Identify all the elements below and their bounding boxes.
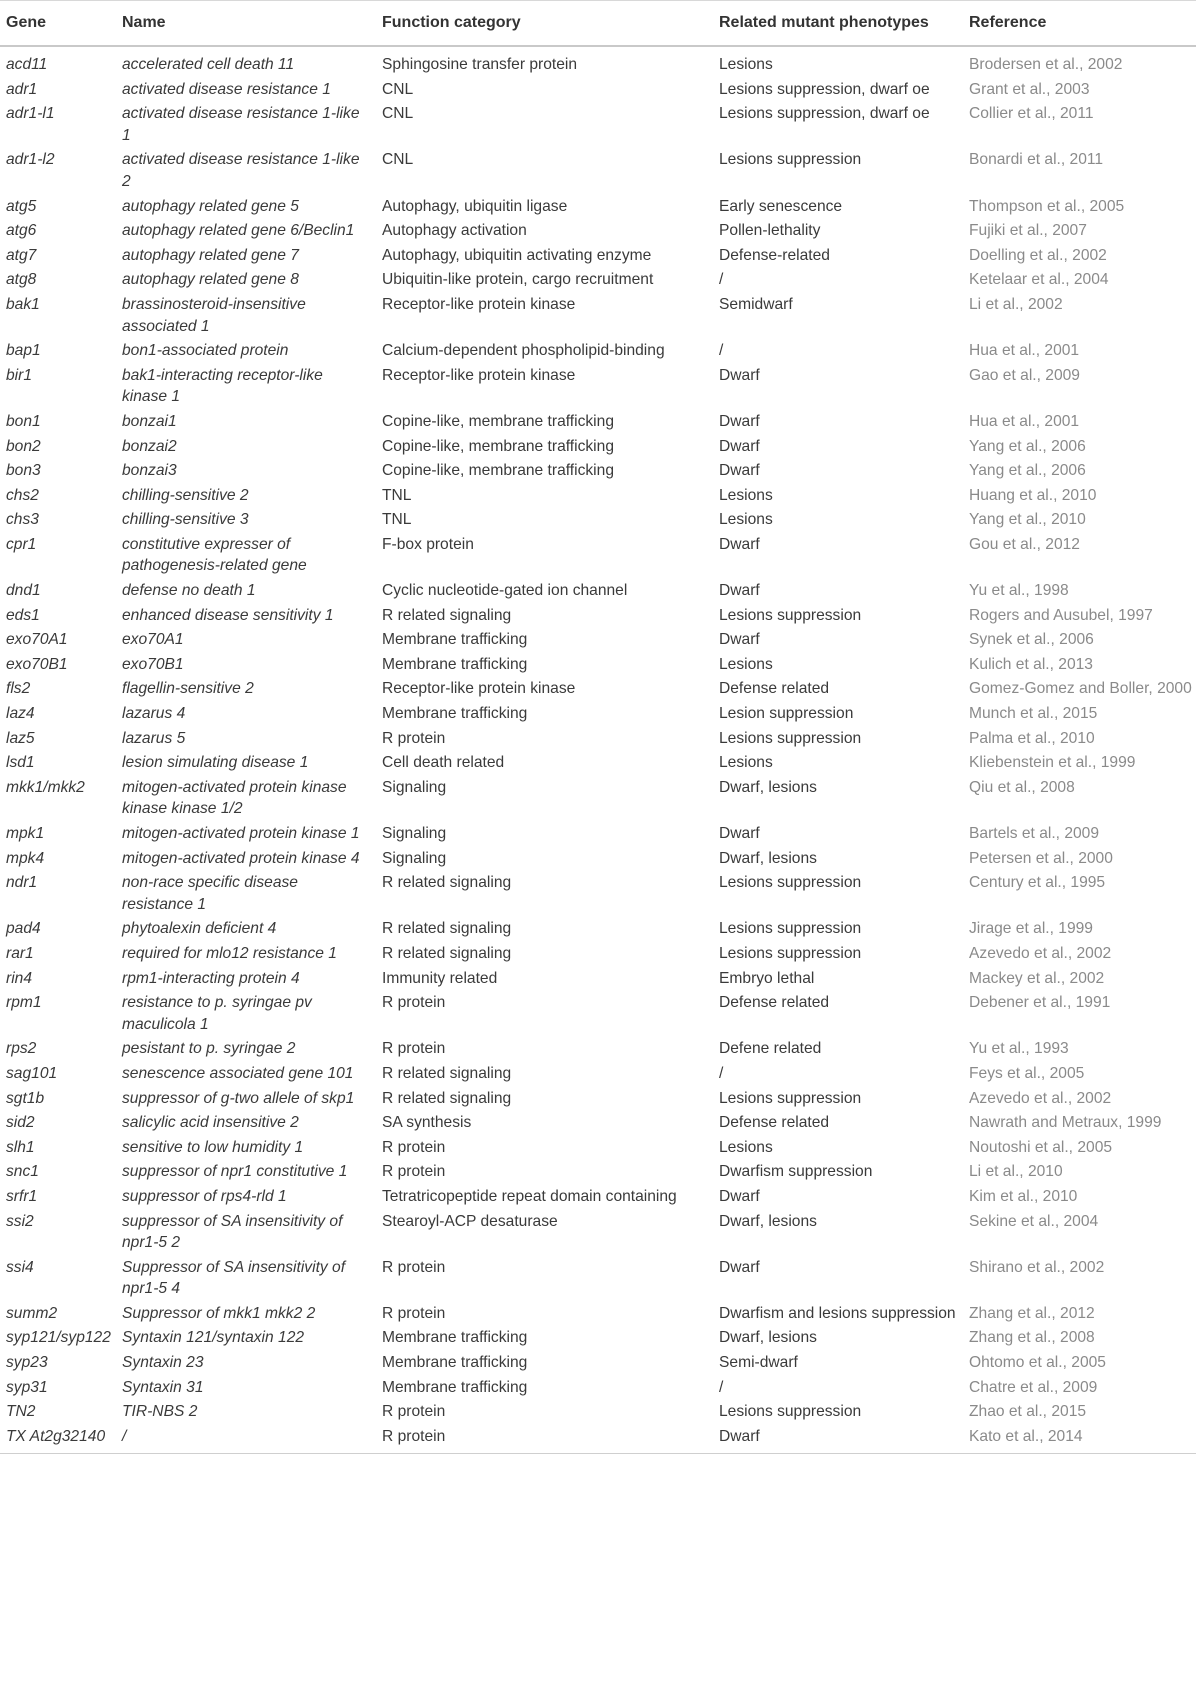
table-row <box>0 532 1196 578</box>
function-category-cell: Membrane trafficking <box>382 1329 528 1347</box>
gene-cell: syp31 <box>6 1378 48 1396</box>
name-cell: senescence associated gene 101 <box>122 1064 354 1082</box>
function-category-cell: Ubiquitin-like protein, cargo recruitment <box>382 271 654 289</box>
reference-cell: Yang et al., 2010 <box>969 511 1086 529</box>
name-cell: autophagy related gene 5 <box>122 197 299 215</box>
function-category-cell: Cell death related <box>382 754 505 772</box>
gene-cell: atg8 <box>6 271 37 289</box>
gene-cell: bap1 <box>6 342 41 360</box>
function-category-cell: R related signaling <box>382 920 512 938</box>
table-row <box>0 218 1196 243</box>
phenotype-cell: Dwarf <box>719 462 760 480</box>
name-cell: activated disease resistance 1-like 2 <box>122 151 360 190</box>
gene-cell: rar1 <box>6 944 34 962</box>
name-cell: activated disease resistance 1 <box>122 80 331 98</box>
function-category-cell: Membrane trafficking <box>382 1354 528 1372</box>
table-row <box>0 409 1196 434</box>
name-cell: pesistant to p. syringae 2 <box>122 1040 296 1058</box>
reference-cell: Rogers and Ausubel, 1997 <box>969 606 1153 624</box>
table-row <box>0 775 1196 821</box>
reference-cell: Nawrath and Metraux, 1999 <box>969 1114 1162 1132</box>
function-category-cell: Calcium-dependent phospholipid-binding <box>382 342 665 360</box>
phenotype-cell: Defense related <box>719 1114 830 1132</box>
name-cell: resistance to p. syringae pv maculicola 1 <box>122 994 312 1033</box>
function-category-cell: F-box protein <box>382 535 474 553</box>
phenotype-cell: Dwarf <box>719 437 760 455</box>
gene-cell: summ2 <box>6 1304 58 1322</box>
reference-cell: Hua et al., 2001 <box>969 342 1080 360</box>
function-category-cell: Autophagy, ubiquitin activating enzyme <box>382 246 652 264</box>
function-category-cell: R protein <box>382 1304 446 1322</box>
phenotype-cell: Dwarf <box>719 366 760 384</box>
gene-cell: lsd1 <box>6 754 35 772</box>
function-category-cell: Cyclic nucleotide-gated ion channel <box>382 582 628 600</box>
name-cell: mitogen-activated protein kinase 4 <box>122 849 360 867</box>
gene-cell: atg5 <box>6 197 37 215</box>
reference-cell: Yu et al., 1998 <box>969 582 1069 600</box>
function-category-cell: Autophagy, ubiquitin ligase <box>382 197 568 215</box>
name-cell: salicylic acid insensitive 2 <box>122 1114 299 1132</box>
name-cell: bonzai3 <box>122 462 177 480</box>
reference-cell: Palma et al., 2010 <box>969 729 1095 747</box>
reference-cell: Brodersen et al., 2002 <box>969 56 1123 73</box>
gene-cell: mpk4 <box>6 849 45 867</box>
name-cell: suppressor of npr1 constitutive 1 <box>122 1163 348 1181</box>
name-cell: sensitive to low humidity 1 <box>122 1138 304 1156</box>
gene-cell: rin4 <box>6 969 33 987</box>
reference-cell: Kim et al., 2010 <box>969 1187 1078 1205</box>
table-row <box>0 701 1196 726</box>
phenotype-cell: Dwarf, lesions <box>719 778 817 796</box>
reference-cell: Yang et al., 2006 <box>969 462 1086 480</box>
table-row <box>0 1255 1196 1301</box>
phenotype-cell: Dwarf <box>719 412 760 430</box>
function-category-cell: Membrane trafficking <box>382 655 528 673</box>
reference-cell: Gou et al., 2012 <box>969 535 1080 553</box>
phenotype-cell: Semi-dwarf <box>719 1354 798 1372</box>
name-cell: lesion simulating disease 1 <box>122 754 309 772</box>
table-row <box>0 1424 1196 1454</box>
name-cell: exo70B1 <box>122 655 184 673</box>
reference-cell: Bonardi et al., 2011 <box>969 151 1104 169</box>
name-cell: bak1-interacting receptor-like kinase 1 <box>122 366 323 406</box>
column-header-name: Name <box>116 1 376 47</box>
function-category-cell: Autophagy activation <box>382 222 527 240</box>
function-category-cell: Receptor-like protein kinase <box>382 366 576 384</box>
name-cell: suppressor of rps4-rld 1 <box>122 1187 287 1205</box>
function-category-cell: R related signaling <box>382 1064 512 1082</box>
gene-cell: chs3 <box>6 511 39 529</box>
gene-cell: exo70B1 <box>6 655 68 673</box>
name-cell: constitutive expresser of pathogenesis-related gene <box>122 535 307 575</box>
reference-cell: Bartels et al., 2009 <box>969 825 1100 842</box>
reference-cell: Debener et al., 1991 <box>969 994 1111 1012</box>
name-cell: non-race specific disease resistance 1 <box>122 874 298 913</box>
phenotype-cell: Dwarf, lesions <box>719 849 817 867</box>
name-cell: bonzai1 <box>122 412 177 430</box>
function-category-cell: SA synthesis <box>382 1114 472 1132</box>
phenotype-cell: Lesions suppression <box>719 920 862 938</box>
table-body <box>0 46 1196 1454</box>
table-row <box>0 1061 1196 1086</box>
table-row <box>0 292 1196 338</box>
gene-cell: mpk1 <box>6 825 45 842</box>
gene-cell: bon3 <box>6 462 41 480</box>
table-row <box>0 990 1196 1036</box>
phenotype-cell: Dwarf, lesions <box>719 1329 817 1347</box>
gene-cell: rpm1 <box>6 994 42 1012</box>
function-category-cell: R protein <box>382 1138 446 1156</box>
table-row <box>0 1159 1196 1184</box>
phenotype-cell: Lesions <box>719 1138 773 1156</box>
gene-cell: dnd1 <box>6 582 41 600</box>
table-row <box>0 267 1196 292</box>
reference-cell: Huang et al., 2010 <box>969 486 1097 504</box>
table-row <box>0 676 1196 701</box>
phenotype-cell: Defense-related <box>719 246 830 264</box>
column-header-reference: Reference <box>963 1 1196 47</box>
gene-cell: slh1 <box>6 1138 35 1156</box>
name-cell: Suppressor of mkk1 mkk2 2 <box>122 1304 316 1322</box>
name-cell: flagellin-sensitive 2 <box>122 680 254 698</box>
table-row <box>0 77 1196 102</box>
function-category-cell: TNL <box>382 486 412 504</box>
reference-cell: Petersen et al., 2000 <box>969 849 1113 867</box>
gene-cell: bon1 <box>6 412 41 430</box>
phenotype-cell: Lesion suppression <box>719 705 854 723</box>
header-row <box>0 1 1196 47</box>
function-category-cell: Receptor-like protein kinase <box>382 295 576 313</box>
name-cell: defense no death 1 <box>122 582 256 600</box>
name-cell: required for mlo12 resistance 1 <box>122 944 337 962</box>
column-header-gene: Gene <box>0 1 116 47</box>
gene-cell: adr1 <box>6 80 38 98</box>
function-category-cell: Copine-like, membrane trafficking <box>382 412 614 430</box>
reference-cell: Noutoshi et al., 2005 <box>969 1138 1113 1156</box>
reference-cell: Azevedo et al., 2002 <box>969 944 1112 962</box>
reference-cell: Feys et al., 2005 <box>969 1064 1085 1082</box>
table-row <box>0 870 1196 916</box>
name-cell: chilling-sensitive 3 <box>122 511 249 529</box>
name-cell: lazarus 5 <box>122 729 186 747</box>
phenotype-cell: Lesions suppression <box>719 729 862 747</box>
table-row <box>0 726 1196 751</box>
function-category-cell: Tetratricopeptide repeat domain containing <box>382 1187 677 1205</box>
reference-cell: Grant et al., 2003 <box>969 80 1090 98</box>
table-row <box>0 1135 1196 1160</box>
gene-cell: snc1 <box>6 1163 39 1181</box>
phenotype-cell: Lesions suppression <box>719 1089 862 1107</box>
phenotype-cell: Dwarf <box>713 1424 963 1454</box>
table-row <box>0 483 1196 508</box>
table-header <box>0 1 1196 47</box>
gene-cell: ndr1 <box>6 874 38 892</box>
phenotype-cell: Lesions <box>719 754 773 772</box>
name-cell: autophagy related gene 6/Beclin1 <box>122 222 355 240</box>
table-row <box>0 750 1196 775</box>
function-category-cell: R protein <box>382 1040 446 1058</box>
table-row <box>0 821 1196 846</box>
reference-cell: Century et al., 1995 <box>969 874 1106 892</box>
phenotype-cell: Lesions suppression <box>719 1403 862 1421</box>
table-row <box>0 338 1196 363</box>
phenotype-cell: Dwarf <box>719 582 760 600</box>
phenotype-cell: Defense related <box>719 994 830 1012</box>
phenotype-cell: Lesions suppression <box>719 874 862 892</box>
reference-cell: Gao et al., 2009 <box>969 366 1080 384</box>
table-row <box>0 846 1196 871</box>
gene-cell: syp23 <box>6 1354 48 1372</box>
table-row <box>0 966 1196 991</box>
function-category-cell: R protein <box>376 1424 713 1454</box>
function-category-cell: CNL <box>382 151 414 169</box>
function-category-cell: R related signaling <box>382 606 512 624</box>
function-category-cell: R protein <box>382 1403 446 1421</box>
table-row <box>0 652 1196 677</box>
phenotype-cell: Defene related <box>719 1040 822 1058</box>
gene-cell: syp121/syp122 <box>6 1329 111 1347</box>
table-row <box>0 101 1196 147</box>
function-category-cell: R related signaling <box>382 944 512 962</box>
gene-cell: rps2 <box>6 1040 37 1058</box>
table-row <box>0 1184 1196 1209</box>
name-cell: activated disease resistance 1-like 1 <box>122 105 360 144</box>
phenotype-cell: Dwarf, lesions <box>719 1212 817 1230</box>
function-category-cell: R protein <box>382 994 446 1012</box>
gene-cell: bon2 <box>6 437 41 455</box>
gene-cell: pad4 <box>6 920 41 938</box>
reference-cell: Thompson et al., 2005 <box>969 197 1125 215</box>
name-cell: Syntaxin 31 <box>122 1378 204 1396</box>
gene-cell: laz4 <box>6 705 35 723</box>
name-cell: lazarus 4 <box>122 705 186 723</box>
name-cell: bon1-associated protein <box>122 342 289 360</box>
phenotype-cell: Lesions <box>719 511 773 529</box>
gene-cell: TX At2g32140 <box>0 1424 116 1454</box>
phenotype-cell: Lesions <box>719 486 773 504</box>
reference-cell: Mackey et al., 2002 <box>969 969 1105 987</box>
gene-cell: ssi2 <box>6 1212 34 1230</box>
gene-cell: exo70A1 <box>6 631 68 649</box>
function-category-cell: CNL <box>382 105 414 123</box>
name-cell: autophagy related gene 7 <box>122 246 299 264</box>
function-category-cell: Membrane trafficking <box>382 1378 528 1396</box>
reference-cell: Hua et al., 2001 <box>969 412 1080 430</box>
reference-cell: Ohtomo et al., 2005 <box>969 1354 1106 1372</box>
table-row <box>0 194 1196 219</box>
gene-cell: bak1 <box>6 295 40 313</box>
reference-cell: Chatre et al., 2009 <box>969 1378 1098 1396</box>
function-category-cell: R protein <box>382 1163 446 1181</box>
reference-cell: Sekine et al., 2004 <box>969 1212 1099 1230</box>
function-category-cell: Copine-like, membrane trafficking <box>382 437 614 455</box>
phenotype-cell: Dwarfism and lesions suppression <box>719 1304 956 1322</box>
table-row <box>0 363 1196 409</box>
reference-cell: Yang et al., 2006 <box>969 437 1086 455</box>
reference-cell: Kulich et al., 2013 <box>969 655 1093 673</box>
table-row <box>0 1036 1196 1061</box>
function-category-cell: R protein <box>382 1258 446 1276</box>
table-row <box>0 1301 1196 1326</box>
name-cell: autophagy related gene 8 <box>122 271 299 289</box>
reference-cell: Kliebenstein et al., 1999 <box>969 754 1136 772</box>
gene-cell: adr1-l1 <box>6 105 55 123</box>
reference-cell: Shirano et al., 2002 <box>969 1258 1105 1276</box>
name-cell: exo70A1 <box>122 631 184 649</box>
reference-cell: Synek et al., 2006 <box>969 631 1094 649</box>
reference-cell: Li et al., 2002 <box>969 295 1063 313</box>
table-row <box>0 147 1196 193</box>
phenotype-cell: Dwarfism suppression <box>719 1163 873 1181</box>
phenotype-cell: Early senescence <box>719 197 843 215</box>
name-cell: phytoalexin deficient 4 <box>122 920 277 938</box>
gene-cell: fls2 <box>6 680 31 698</box>
phenotype-cell: / <box>719 1378 724 1396</box>
function-category-cell: CNL <box>382 80 414 98</box>
reference-cell: Zhang et al., 2008 <box>969 1329 1095 1347</box>
column-header-function-category: Function category <box>376 1 713 47</box>
name-cell: rpm1-interacting protein 4 <box>122 969 300 987</box>
function-category-cell: Receptor-like protein kinase <box>382 680 576 698</box>
gene-cell: adr1-l2 <box>6 151 55 169</box>
reference-cell: Qiu et al., 2008 <box>969 778 1075 796</box>
name-cell: TIR-NBS 2 <box>122 1403 198 1421</box>
name-cell: enhanced disease sensitivity 1 <box>122 606 334 624</box>
gene-cell: atg6 <box>6 222 37 240</box>
table-row <box>0 1375 1196 1400</box>
name-cell: Suppressor of SA insensitivity of npr1-5 4 <box>122 1258 346 1298</box>
gene-cell: sag101 <box>6 1064 58 1082</box>
name-cell: accelerated cell death 11 <box>122 56 295 73</box>
gene-cell: sgt1b <box>6 1089 45 1107</box>
phenotype-cell: Dwarf <box>719 1258 760 1276</box>
reference-cell: Munch et al., 2015 <box>969 705 1098 723</box>
function-category-cell: Sphingosine transfer protein <box>382 56 578 73</box>
name-cell: mitogen-activated protein kinase kinase kinase 1/2 <box>122 778 347 818</box>
function-category-cell: Stearoyl-ACP desaturase <box>382 1212 558 1230</box>
phenotype-cell: / <box>719 1064 724 1082</box>
table-row <box>0 941 1196 966</box>
table-row <box>0 434 1196 459</box>
gene-cell: sid2 <box>6 1114 35 1132</box>
reference-cell: Zhao et al., 2015 <box>969 1403 1087 1421</box>
phenotype-cell: Dwarf <box>719 825 760 842</box>
name-cell: Syntaxin 23 <box>122 1354 204 1372</box>
reference-cell: Gomez-Gomez and Boller, 2000 <box>969 680 1192 698</box>
table-row <box>0 1350 1196 1375</box>
reference-cell: Ketelaar et al., 2004 <box>969 271 1109 289</box>
reference-cell: Kato et al., 2014 <box>963 1424 1196 1454</box>
table-row <box>0 916 1196 941</box>
name-cell: Syntaxin 121/syntaxin 122 <box>122 1329 305 1347</box>
function-category-cell: Immunity related <box>382 969 498 987</box>
phenotype-cell: Lesions <box>719 655 773 673</box>
gene-cell: mkk1/mkk2 <box>6 778 85 796</box>
name-cell: suppressor of g-two allele of skp1 <box>122 1089 355 1107</box>
name-cell: chilling-sensitive 2 <box>122 486 249 504</box>
table-row <box>0 507 1196 532</box>
reference-cell: Zhang et al., 2012 <box>969 1304 1095 1322</box>
phenotype-cell: Lesions suppression, dwarf oe <box>719 80 930 98</box>
phenotype-cell: Pollen-lethality <box>719 222 821 240</box>
phenotype-cell: Lesions suppression <box>719 606 862 624</box>
name-cell: bonzai2 <box>122 437 177 455</box>
table-row <box>0 578 1196 603</box>
table-row <box>0 1325 1196 1350</box>
table-row <box>0 627 1196 652</box>
column-header-related-mutant-phenotypes: Related mutant phenotypes <box>713 1 963 47</box>
function-category-cell: Signaling <box>382 778 447 796</box>
phenotype-cell: Lesions suppression, dwarf oe <box>719 105 930 123</box>
name-cell: mitogen-activated protein kinase 1 <box>122 825 360 842</box>
name-cell: suppressor of SA insensitivity of npr1-5 2 <box>122 1212 343 1252</box>
gene-cell: srfr1 <box>6 1187 38 1205</box>
table-row <box>0 458 1196 483</box>
name-cell: brassinosteroid-insensitive associated 1 <box>122 295 306 335</box>
table-row <box>0 1110 1196 1135</box>
function-category-cell: R related signaling <box>382 874 512 892</box>
function-category-cell: R protein <box>382 729 446 747</box>
gene-cell: TN2 <box>6 1403 36 1421</box>
function-category-cell: TNL <box>382 511 412 529</box>
function-category-cell: Signaling <box>382 825 447 842</box>
gene-cell: ssi4 <box>6 1258 34 1276</box>
phenotype-cell: Lesions suppression <box>719 151 862 169</box>
phenotype-cell: Dwarf <box>719 631 760 649</box>
phenotype-cell: Lesions suppression <box>719 944 862 962</box>
phenotype-cell: Defense related <box>719 680 830 698</box>
phenotype-cell: Dwarf <box>719 535 760 553</box>
phenotype-cell: Semidwarf <box>719 295 793 313</box>
reference-cell: Yu et al., 1993 <box>969 1040 1069 1058</box>
phenotype-cell: / <box>719 271 724 289</box>
table-row <box>0 1086 1196 1111</box>
gene-cell: acd11 <box>6 56 48 73</box>
gene-cell: eds1 <box>6 606 40 624</box>
reference-cell: Azevedo et al., 2002 <box>969 1089 1112 1107</box>
function-category-cell: Membrane trafficking <box>382 631 528 649</box>
phenotype-cell: Embryo lethal <box>719 969 815 987</box>
reference-cell: Fujiki et al., 2007 <box>969 222 1087 240</box>
phenotype-cell: / <box>719 342 724 360</box>
table-row <box>0 243 1196 268</box>
function-category-cell: Copine-like, membrane trafficking <box>382 462 614 480</box>
table-row <box>0 1399 1196 1424</box>
function-category-cell: Signaling <box>382 849 447 867</box>
gene-cell: atg7 <box>6 246 37 264</box>
name-cell: / <box>116 1424 376 1454</box>
gene-cell: chs2 <box>6 486 39 504</box>
reference-cell: Doelling et al., 2002 <box>969 246 1107 264</box>
gene-cell: cpr1 <box>6 535 37 553</box>
phenotype-cell: Dwarf <box>719 1187 760 1205</box>
table-row <box>0 46 1196 77</box>
gene-cell: laz5 <box>6 729 35 747</box>
function-category-cell: Membrane trafficking <box>382 705 528 723</box>
table-row <box>0 603 1196 628</box>
phenotype-cell: Lesions <box>719 56 773 73</box>
reference-cell: Li et al., 2010 <box>969 1163 1063 1181</box>
reference-cell: Collier et al., 2011 <box>969 105 1094 123</box>
reference-cell: Jirage et al., 1999 <box>969 920 1093 938</box>
gene-cell: bir1 <box>6 366 33 384</box>
table-row <box>0 1209 1196 1255</box>
function-category-cell: R related signaling <box>382 1089 512 1107</box>
